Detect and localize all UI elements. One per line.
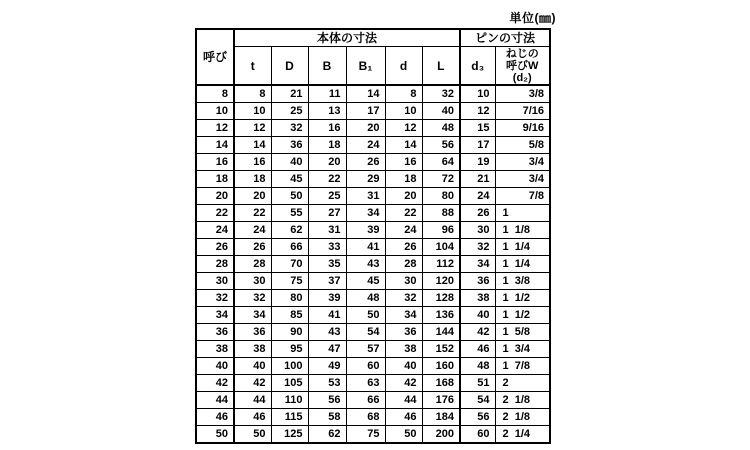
cell-B1: 54: [346, 324, 385, 341]
header-thread-line2: 呼びW: [506, 60, 539, 72]
cell-D: 36: [271, 137, 308, 154]
cell-B: 16: [308, 120, 346, 137]
cell-d3: 26: [460, 205, 495, 222]
header-L: L: [422, 47, 460, 86]
table-row: [196, 426, 550, 444]
cell-w: 1 1/4: [495, 239, 550, 256]
cell-t: 40: [234, 358, 271, 375]
cell-d3: 10: [460, 85, 495, 103]
table-row: [196, 239, 550, 256]
table-row: [196, 222, 550, 239]
cell-d: 30: [385, 273, 422, 290]
header-thread-line1: ねじの: [505, 48, 539, 60]
cell-d: 46: [385, 409, 422, 426]
cell-B1: 45: [346, 273, 385, 290]
table-row: [196, 409, 550, 426]
cell-t: 14: [234, 137, 271, 154]
cell-t: 22: [234, 205, 271, 222]
table-row: [196, 137, 550, 154]
header-body-group: 本体の寸法: [234, 29, 460, 47]
cell-L: 48: [422, 120, 460, 137]
cell-d: 32: [385, 290, 422, 307]
table-row: [196, 273, 550, 290]
table-row: [196, 154, 550, 171]
cell-d3: 32: [460, 239, 495, 256]
cell-d3: 60: [460, 426, 495, 444]
cell-t: 24: [234, 222, 271, 239]
cell-t: 10: [234, 103, 271, 120]
cell-n: 16: [196, 154, 234, 171]
cell-B: 33: [308, 239, 346, 256]
cell-D: 55: [271, 205, 308, 222]
cell-B1: 14: [346, 85, 385, 103]
cell-d3: 46: [460, 341, 495, 358]
cell-B1: 29: [346, 171, 385, 188]
cell-D: 115: [271, 409, 308, 426]
cell-D: 125: [271, 426, 308, 444]
cell-n: 42: [196, 375, 234, 392]
cell-D: 25: [271, 103, 308, 120]
cell-B: 18: [308, 137, 346, 154]
cell-n: 20: [196, 188, 234, 205]
cell-B1: 50: [346, 307, 385, 324]
cell-L: 104: [422, 239, 460, 256]
cell-L: 136: [422, 307, 460, 324]
cell-B: 41: [308, 307, 346, 324]
cell-d3: 12: [460, 103, 495, 120]
cell-B: 43: [308, 324, 346, 341]
cell-d: 24: [385, 222, 422, 239]
cell-w: 2 1/8: [495, 409, 550, 426]
cell-w: 1 3/8: [495, 273, 550, 290]
cell-B: 25: [308, 188, 346, 205]
cell-w: 1 1/4: [495, 256, 550, 273]
table-row: [196, 341, 550, 358]
table-row: [196, 256, 550, 273]
cell-d3: 24: [460, 188, 495, 205]
header-thread-size: [495, 47, 550, 86]
table-row: [196, 358, 550, 375]
cell-w: 3/4: [495, 171, 550, 188]
cell-n: 18: [196, 171, 234, 188]
unit-label: 単位(㎜): [509, 11, 556, 25]
cell-B1: 26: [346, 154, 385, 171]
header-d: d: [385, 47, 422, 86]
cell-d3: 30: [460, 222, 495, 239]
cell-w: 1 5/8: [495, 324, 550, 341]
header-name-col: 呼び: [196, 29, 234, 85]
cell-d3: 21: [460, 171, 495, 188]
cell-d: 14: [385, 137, 422, 154]
cell-L: 64: [422, 154, 460, 171]
cell-D: 105: [271, 375, 308, 392]
cell-L: 168: [422, 375, 460, 392]
header-pin-group: ピンの寸法: [460, 29, 550, 47]
cell-w: 1 1/8: [495, 222, 550, 239]
cell-d3: 40: [460, 307, 495, 324]
cell-D: 21: [271, 85, 308, 103]
cell-n: 38: [196, 341, 234, 358]
cell-D: 100: [271, 358, 308, 375]
cell-B: 27: [308, 205, 346, 222]
cell-t: 12: [234, 120, 271, 137]
table-row: [196, 85, 550, 103]
cell-w: 5/8: [495, 137, 550, 154]
cell-B1: 68: [346, 409, 385, 426]
cell-B: 49: [308, 358, 346, 375]
cell-w: 2 1/4: [495, 426, 550, 444]
table-row: [196, 375, 550, 392]
header-B: B: [308, 47, 346, 86]
cell-d: 28: [385, 256, 422, 273]
cell-t: 18: [234, 171, 271, 188]
cell-d: 10: [385, 103, 422, 120]
table-row: [196, 188, 550, 205]
cell-n: 44: [196, 392, 234, 409]
cell-n: 14: [196, 137, 234, 154]
cell-L: 72: [422, 171, 460, 188]
cell-t: 38: [234, 341, 271, 358]
cell-t: 34: [234, 307, 271, 324]
cell-d: 44: [385, 392, 422, 409]
cell-B: 35: [308, 256, 346, 273]
cell-B1: 17: [346, 103, 385, 120]
table-row: [196, 171, 550, 188]
cell-w: 1 3/4: [495, 341, 550, 358]
cell-t: 46: [234, 409, 271, 426]
cell-d: 20: [385, 188, 422, 205]
cell-t: 16: [234, 154, 271, 171]
cell-n: 22: [196, 205, 234, 222]
header-t: t: [234, 47, 271, 86]
cell-L: 88: [422, 205, 460, 222]
cell-D: 62: [271, 222, 308, 239]
cell-t: 8: [234, 85, 271, 103]
cell-L: 176: [422, 392, 460, 409]
header-B1: B₁: [346, 47, 385, 86]
cell-w: 2 1/8: [495, 392, 550, 409]
cell-B1: 20: [346, 120, 385, 137]
cell-D: 95: [271, 341, 308, 358]
cell-t: 36: [234, 324, 271, 341]
table-row: [196, 205, 550, 222]
cell-n: 40: [196, 358, 234, 375]
cell-D: 70: [271, 256, 308, 273]
cell-D: 45: [271, 171, 308, 188]
cell-d: 12: [385, 120, 422, 137]
cell-D: 66: [271, 239, 308, 256]
cell-d: 50: [385, 426, 422, 444]
cell-L: 128: [422, 290, 460, 307]
cell-B: 37: [308, 273, 346, 290]
table-row: [196, 103, 550, 120]
cell-D: 75: [271, 273, 308, 290]
cell-n: 46: [196, 409, 234, 426]
cell-t: 42: [234, 375, 271, 392]
cell-n: 12: [196, 120, 234, 137]
cell-B: 39: [308, 290, 346, 307]
cell-w: 2: [495, 375, 550, 392]
cell-d: 34: [385, 307, 422, 324]
cell-w: 9/16: [495, 120, 550, 137]
cell-D: 110: [271, 392, 308, 409]
table-row: [196, 290, 550, 307]
table-row: [196, 392, 550, 409]
cell-d: 18: [385, 171, 422, 188]
cell-d3: 36: [460, 273, 495, 290]
cell-d3: 34: [460, 256, 495, 273]
cell-B1: 60: [346, 358, 385, 375]
cell-L: 120: [422, 273, 460, 290]
cell-B: 58: [308, 409, 346, 426]
cell-n: 50: [196, 426, 234, 444]
cell-L: 56: [422, 137, 460, 154]
cell-B1: 24: [346, 137, 385, 154]
header-D: D: [271, 47, 308, 86]
table-row: [196, 307, 550, 324]
cell-t: 30: [234, 273, 271, 290]
cell-B1: 34: [346, 205, 385, 222]
cell-t: 20: [234, 188, 271, 205]
cell-L: 184: [422, 409, 460, 426]
cell-d: 36: [385, 324, 422, 341]
cell-d3: 51: [460, 375, 495, 392]
cell-D: 50: [271, 188, 308, 205]
cell-w: 3/8: [495, 85, 550, 103]
cell-B1: 48: [346, 290, 385, 307]
cell-L: 96: [422, 222, 460, 239]
dimension-table: [195, 28, 551, 444]
cell-w: 1 7/8: [495, 358, 550, 375]
cell-d3: 54: [460, 392, 495, 409]
cell-d3: 38: [460, 290, 495, 307]
cell-d: 8: [385, 85, 422, 103]
cell-B1: 75: [346, 426, 385, 444]
cell-D: 85: [271, 307, 308, 324]
cell-B: 62: [308, 426, 346, 444]
table-body: [196, 85, 550, 443]
cell-n: 36: [196, 324, 234, 341]
cell-n: 28: [196, 256, 234, 273]
cell-B: 31: [308, 222, 346, 239]
cell-t: 44: [234, 392, 271, 409]
cell-D: 90: [271, 324, 308, 341]
header-thread-line3: (d₂): [512, 72, 532, 84]
cell-d: 26: [385, 239, 422, 256]
cell-n: 32: [196, 290, 234, 307]
cell-L: 144: [422, 324, 460, 341]
cell-L: 112: [422, 256, 460, 273]
cell-B1: 41: [346, 239, 385, 256]
cell-B1: 66: [346, 392, 385, 409]
cell-B1: 39: [346, 222, 385, 239]
cell-t: 26: [234, 239, 271, 256]
cell-d: 42: [385, 375, 422, 392]
cell-d: 22: [385, 205, 422, 222]
cell-d3: 56: [460, 409, 495, 426]
cell-B: 53: [308, 375, 346, 392]
cell-w: 1 1/2: [495, 290, 550, 307]
cell-d: 40: [385, 358, 422, 375]
cell-d3: 42: [460, 324, 495, 341]
cell-d: 38: [385, 341, 422, 358]
cell-n: 30: [196, 273, 234, 290]
cell-L: 32: [422, 85, 460, 103]
cell-B: 13: [308, 103, 346, 120]
cell-t: 50: [234, 426, 271, 444]
cell-L: 200: [422, 426, 460, 444]
cell-L: 80: [422, 188, 460, 205]
cell-d3: 17: [460, 137, 495, 154]
cell-n: 24: [196, 222, 234, 239]
table-row: [196, 120, 550, 137]
cell-w: 1 1/2: [495, 307, 550, 324]
cell-D: 32: [271, 120, 308, 137]
cell-D: 80: [271, 290, 308, 307]
cell-L: 152: [422, 341, 460, 358]
cell-d3: 15: [460, 120, 495, 137]
cell-t: 28: [234, 256, 271, 273]
cell-B1: 31: [346, 188, 385, 205]
cell-d3: 19: [460, 154, 495, 171]
cell-B1: 57: [346, 341, 385, 358]
cell-D: 40: [271, 154, 308, 171]
cell-t: 32: [234, 290, 271, 307]
cell-n: 26: [196, 239, 234, 256]
cell-w: 7/8: [495, 188, 550, 205]
cell-B: 56: [308, 392, 346, 409]
cell-L: 160: [422, 358, 460, 375]
cell-L: 40: [422, 103, 460, 120]
cell-B1: 63: [346, 375, 385, 392]
cell-w: 7/16: [495, 103, 550, 120]
cell-B: 47: [308, 341, 346, 358]
cell-n: 34: [196, 307, 234, 324]
cell-B: 11: [308, 85, 346, 103]
cell-n: 10: [196, 103, 234, 120]
cell-d3: 48: [460, 358, 495, 375]
cell-d: 16: [385, 154, 422, 171]
cell-w: 3/4: [495, 154, 550, 171]
table-row: [196, 324, 550, 341]
cell-B1: 43: [346, 256, 385, 273]
cell-B: 20: [308, 154, 346, 171]
cell-B: 22: [308, 171, 346, 188]
cell-w: 1: [495, 205, 550, 222]
header-d3: d₃: [460, 47, 495, 86]
cell-n: 8: [196, 85, 234, 103]
